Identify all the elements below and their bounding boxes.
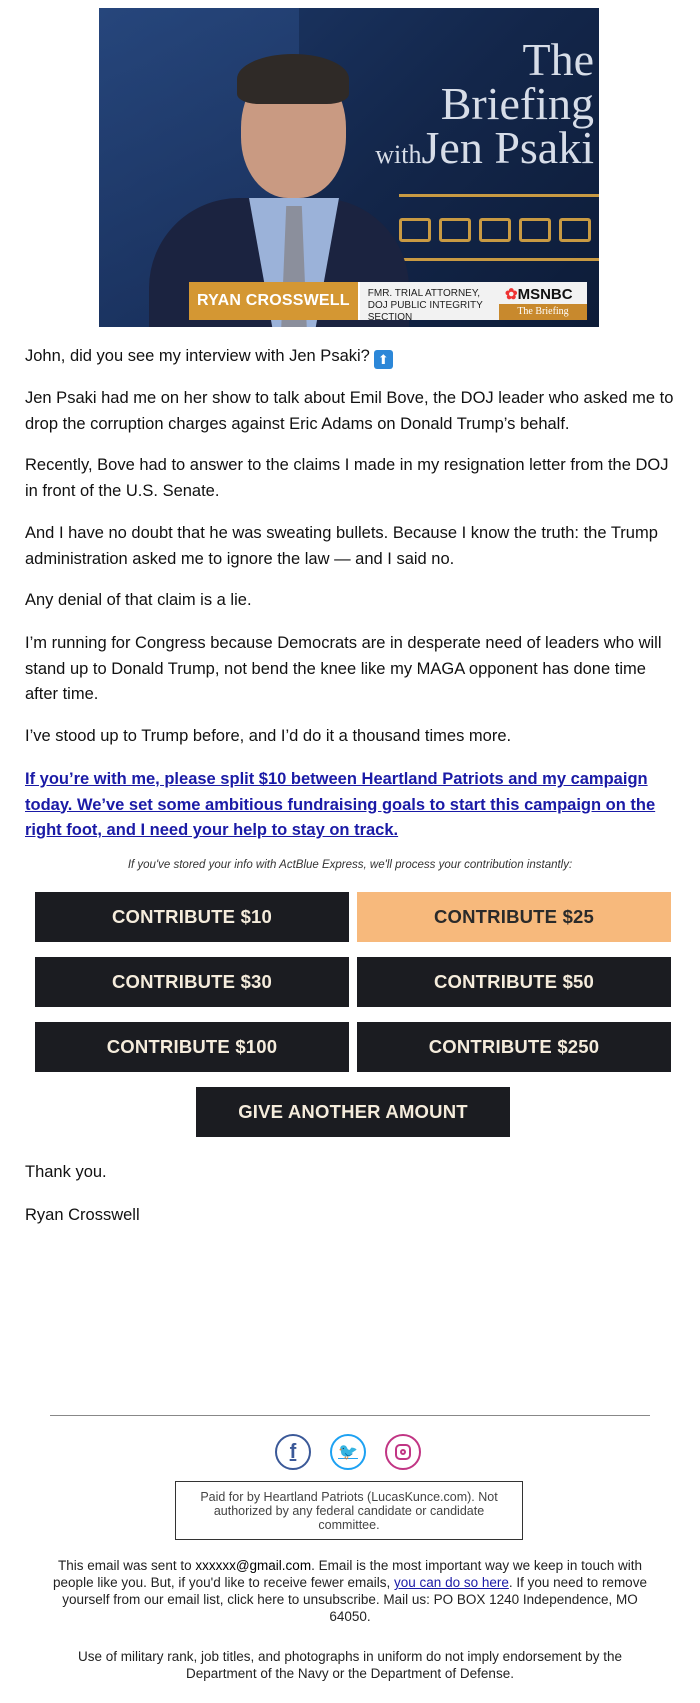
give-another-amount-button[interactable]: GIVE ANOTHER AMOUNT <box>196 1087 510 1137</box>
paragraph-6: I’m running for Congress because Democrats are in desperate need of leaders who will stand up to Donald Trump, not bend the knee like my MAGA opponent has done time after time. <box>25 634 662 703</box>
paragraph-7: I’ve stood up to Trump before, and I’d do it a thousand times more. <box>25 727 512 745</box>
footer-sent-pre: This email was sent to <box>58 1558 196 1573</box>
contribute-25-button[interactable]: CONTRIBUTE $25 <box>357 892 671 942</box>
facebook-icon[interactable]: f <box>275 1434 311 1470</box>
paragraph-1 <box>25 344 675 370</box>
network-name: MSNBC <box>517 286 573 303</box>
show-title-host: Jen Psaki <box>421 122 594 173</box>
decor-box <box>439 218 471 242</box>
paragraph-4: And I have no doubt that he was sweating bullets. Because I know the truth: the Trump administration asked me to ignore the law — and I said no. <box>25 524 658 568</box>
decor-line <box>399 194 599 197</box>
paragraph-5: Any denial of that claim is a lie. <box>25 591 252 609</box>
instagram-icon[interactable] <box>385 1434 421 1470</box>
lower-third-name: RYAN CROSSWELL <box>189 282 360 320</box>
signature-name: Ryan Crosswell <box>25 1206 140 1224</box>
show-title-with: with <box>375 140 422 169</box>
lower-third-title <box>360 282 499 323</box>
lower-third-title-1: FMR. TRIAL ATTORNEY, <box>367 288 480 299</box>
thanks-text: Thank you. <box>25 1163 107 1181</box>
up-arrow-icon: ⬆ <box>374 350 393 369</box>
contribute-10-button[interactable]: CONTRIBUTE $10 <box>35 892 349 942</box>
network-show: The Briefing <box>499 304 587 320</box>
paragraph-2: Jen Psaki had me on her show to talk about Emil Bove, the DOJ leader who asked me to drop the corruption charges against Eric Adams on Donald Trump’s behalf. <box>25 389 674 433</box>
decor-box <box>559 218 591 242</box>
lower-third-title-2: DOJ PUBLIC INTEGRITY SECTION <box>367 300 483 323</box>
donate-cta-link[interactable]: If you’re with me, please split $10 between Heartland Patriots and my campaign today. We’ve set some ambitious fundraising goals to start this campaign on the right foot, and I need your help to stay on track. <box>25 770 656 839</box>
interview-image[interactable] <box>99 8 599 327</box>
show-title-line1: The Briefing <box>440 34 594 129</box>
recipient-email: xxxxxx@gmail.com <box>195 1558 312 1573</box>
contribute-30-button[interactable]: CONTRIBUTE $30 <box>35 957 349 1007</box>
guest-hair <box>237 54 349 104</box>
paid-for-by-box: Paid for by Heartland Patriots (LucasKunce.com). Not authorized by any federal candidate or candidate committee. <box>175 1481 523 1540</box>
footer-email-notice <box>50 1557 650 1625</box>
contribute-100-button[interactable]: CONTRIBUTE $100 <box>35 1022 349 1072</box>
instagram-camera-glyph <box>395 1444 411 1460</box>
paragraph-3: Recently, Bove had to answer to the claims I made in my resignation letter from the DOJ in front of the U.S. Senate. <box>25 456 669 500</box>
network-badge <box>499 282 587 320</box>
decor-box <box>519 218 551 242</box>
actblue-express-note: If you've stored your info with ActBlue Express, we'll process your contribution instantly: <box>127 859 573 871</box>
contribute-50-button[interactable]: CONTRIBUTE $50 <box>357 957 671 1007</box>
network-logo: ✿MSNBC <box>505 286 573 303</box>
contribute-250-button[interactable]: CONTRIBUTE $250 <box>357 1022 671 1072</box>
footer-sent-post: . If you need to remove yourself from our email list, click here to unsubscribe. Mail us: PO BOX 1240 Independence, MO 64050. <box>62 1575 647 1624</box>
twitter-icon[interactable]: 🐦 <box>330 1434 366 1470</box>
decor-box <box>479 218 511 242</box>
footer-divider <box>50 1415 650 1416</box>
lower-third <box>189 282 587 323</box>
fewer-emails-link[interactable]: you can do so here <box>394 1575 509 1590</box>
military-disclaimer: Use of military rank, job titles, and photographs in uniform do not imply endorsement by the Department of the Navy or the Department of Defense. <box>77 1649 623 1681</box>
footer-sent-mid: . Email is the most important way we keep in touch with people like you. But, if you'd like to receive fewer emails, <box>53 1558 642 1590</box>
paragraph-1-text: John, did you see my interview with Jen Psaki? <box>25 347 370 365</box>
